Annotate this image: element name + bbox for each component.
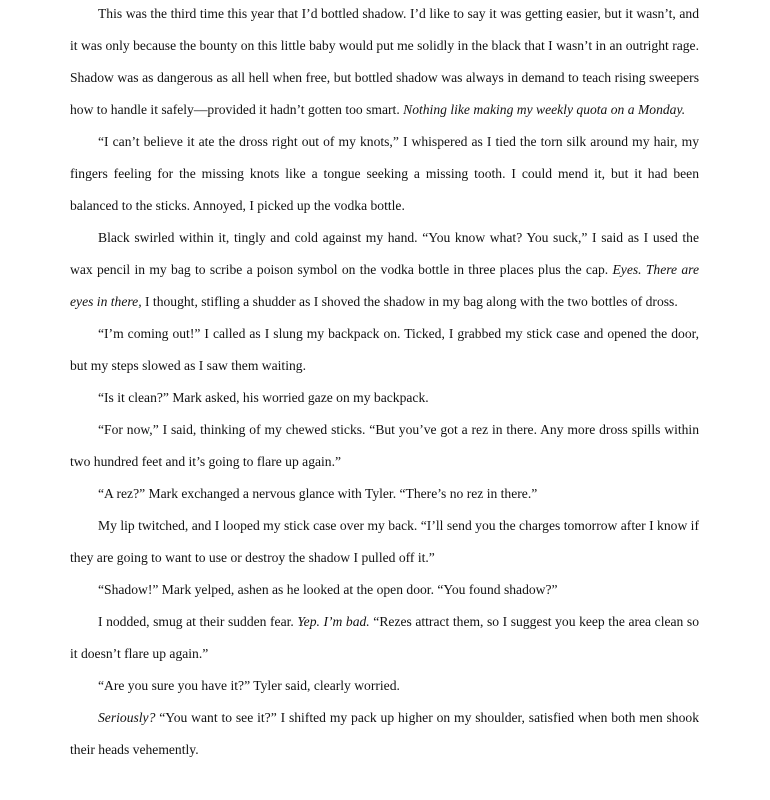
text-run: “I can’t believe it ate the dross right out of my knots,” I whispered as I tied the torn silk around my hair, my fingers feeling for the missing knots like a tongue seeking a missing tooth. I could mend it, but it had been balanced to the sticks. Annoyed, I picked up the vodka bottle. [70, 134, 699, 213]
text-run: I thought, stifling a shudder as I shoved the shadow in my bag along with the two bottles of dross. [141, 294, 678, 309]
paragraph [70, 222, 699, 318]
text-run: “Is it clean?” Mark asked, his worried gaze on my backpack. [98, 390, 429, 405]
italic-text-run: Nothing like making my weekly quota on a Monday. [403, 102, 686, 117]
italic-text-run: Seriously? [98, 710, 156, 725]
text-run: I nodded, smug at their sudden fear. [98, 614, 298, 629]
paragraph [70, 702, 699, 766]
paragraph [70, 670, 699, 702]
paragraph [70, 318, 699, 382]
text-run: “For now,” I said, thinking of my chewed sticks. “But you’ve got a rez in there. Any more dross spills within two hundred feet and it’s going to flare up again.” [70, 422, 699, 469]
paragraph [70, 382, 699, 414]
paragraph [70, 478, 699, 510]
text-run: “A rez?” Mark exchanged a nervous glance with Tyler. “There’s no rez in there.” [98, 486, 538, 501]
text-run: “Rezes attract them, so I suggest you keep the area clean so it doesn’t flare up again.” [70, 614, 699, 661]
paragraph [70, 510, 699, 574]
text-run: “Shadow!” Mark yelped, ashen as he looked at the open door. “You found shadow?” [98, 582, 558, 597]
text-run: “I’m coming out!” I called as I slung my backpack on. Ticked, I grabbed my stick case and opened the door, but my steps slowed as I saw them waiting. [70, 326, 699, 373]
paragraph [70, 414, 699, 478]
text-run: Black swirled within it, tingly and cold against my hand. “You know what? You suck,” I said as I used the wax pencil in my bag to scribe a poison symbol on the vodka bottle in three places plus the cap. [70, 230, 699, 277]
italic-text-run: Eyes. There are eyes in there, [70, 262, 699, 309]
document-page [70, 0, 699, 766]
paragraph [70, 606, 699, 670]
text-run: “You want to see it?” I shifted my pack up higher on my shoulder, satisfied when both men shook their heads vehemently. [70, 710, 699, 757]
paragraph [70, 574, 699, 606]
paragraph [70, 126, 699, 222]
paragraph [70, 0, 699, 126]
text-run: My lip twitched, and I looped my stick case over my back. “I’ll send you the charges tomorrow after I know if they are going to want to use or destroy the shadow I pulled off it.” [70, 518, 699, 565]
italic-text-run: Yep. I’m bad. [297, 614, 370, 629]
text-run: “Are you sure you have it?” Tyler said, clearly worried. [98, 678, 400, 693]
text-run: This was the third time this year that I’d bottled shadow. I’d like to say it was getting easier, but it wasn’t, and it was only because the bounty on this little baby would put me solidly in the black that I wasn’t in an outright rage. Shadow was as dangerous as all hell when free, but bottled shadow was always in demand to teach rising sweepers how to handle it safely—provided it hadn’t gotten too smart. [70, 6, 699, 117]
